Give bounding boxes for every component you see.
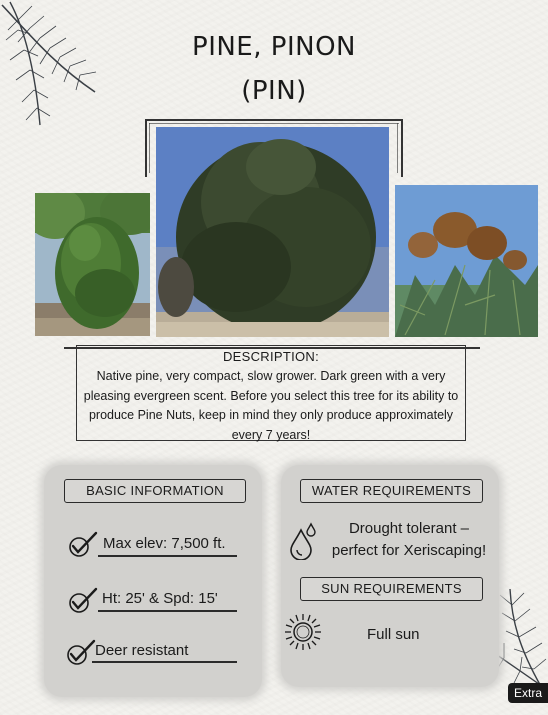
basic-info-item: Deer resistant [95, 642, 189, 659]
checkmark-circle-icon [68, 530, 98, 560]
checkmark-circle-icon [68, 586, 98, 616]
water-text [324, 518, 494, 562]
frame-line [149, 123, 150, 173]
pine-branch-icon [0, 0, 110, 130]
checkmark-circle-icon [66, 638, 96, 668]
page-title: PINE, PINON [192, 32, 356, 62]
sun-text: Full sun [367, 626, 420, 643]
basic-info-item: Ht: 25' & Spd: 15' [102, 590, 218, 607]
item-underline [92, 661, 237, 663]
sun-icon [283, 612, 323, 652]
mature-pinon-photo [156, 127, 389, 337]
frame-line [401, 119, 403, 177]
water-heading: WATER REQUIREMENTS [300, 479, 483, 503]
frame-line [145, 119, 147, 177]
sun-heading: SUN REQUIREMENTS [300, 577, 483, 601]
item-underline [98, 555, 237, 557]
item-underline [98, 610, 237, 612]
extra-badge[interactable]: Extra [508, 683, 548, 703]
description-box [76, 345, 466, 441]
frame-line [149, 123, 399, 124]
water-text-line: Drought tolerant – [348, 520, 470, 537]
water-drop-icon [288, 522, 320, 560]
basic-info-item: Max elev: 7,500 ft. [103, 535, 226, 552]
basic-info-heading: BASIC INFORMATION [64, 479, 246, 503]
frame-line [145, 119, 403, 121]
description-heading: DESCRIPTION: [222, 349, 320, 364]
water-text-line: perfect for Xeriscaping! [331, 542, 487, 559]
description-text: Native pine, very compact, slow grower. Dark green with a very pleasing evergreen scent. Before you select this tree for its ability to produce Pine Nuts, keep in mind they only produce approximately every 7 years! [83, 369, 459, 442]
young-pine-photo [35, 193, 150, 336]
frame-line [397, 123, 398, 173]
page-subtitle: (PIN) [241, 76, 307, 106]
pine-cones-photo [395, 185, 538, 337]
